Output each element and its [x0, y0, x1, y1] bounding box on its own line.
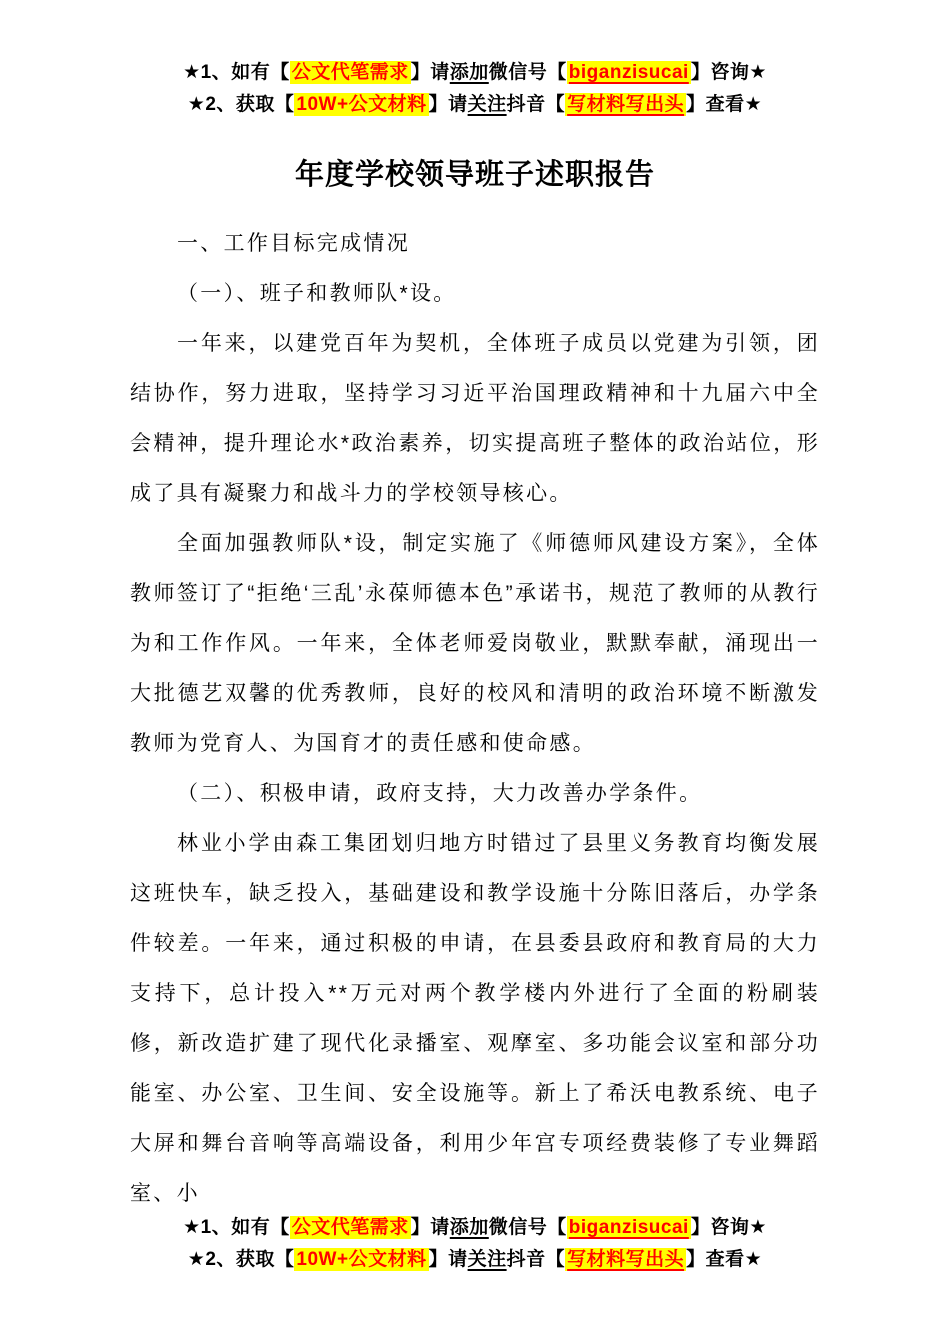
promo-text: 抖音【 [506, 94, 566, 115]
promo-text: 】请 [428, 1249, 468, 1270]
promo-footer-line-2 [0, 1244, 950, 1276]
promo-text: 】请 [410, 62, 450, 83]
highlight-keyword: 公文代笔需求 [291, 1217, 409, 1238]
promo-text: 】咨询★ [690, 62, 767, 83]
promo-header-line-1 [0, 57, 950, 89]
highlight-keyword: 10W+公文材料 [296, 1249, 427, 1270]
promo-text: 】请 [428, 94, 468, 115]
promo-text: ★1、如有【 [183, 1217, 290, 1238]
promo-footer [0, 1212, 950, 1276]
wechat-id: biganzisucai [568, 62, 689, 83]
promo-text: 微信号【 [488, 1217, 567, 1238]
douyin-handle: 写材料写出头 [567, 1249, 685, 1270]
promo-header [0, 0, 950, 121]
paragraph-body-2: 全面加强教师队*设，制定实施了《师德师风建设方案》，全体教师签订了“拒绝‘三乱’永葆师德本色”承诺书，规范了教师的从教行为和工作作风。一年来，全体老师爱岗敬业，默默奉献，涌现出一大批德艺双馨的优秀教师，良好的校风和清明的政治环境不断激发教师为党育人、为国育才的责任感和使命感。 [130, 532, 820, 755]
underlined-action: 添加 [449, 62, 489, 83]
subsection-heading-1-1: （一）、班子和教师队*设。 [177, 282, 457, 305]
highlight-keyword: 10W+公文材料 [296, 94, 427, 115]
promo-text: ★2、获取【 [187, 1249, 295, 1270]
promo-footer-line-1 [0, 1212, 950, 1244]
promo-text: 微信号【 [488, 62, 567, 83]
promo-text: 抖音【 [506, 1249, 566, 1270]
section-heading-1: 一、工作目标完成情况 [177, 232, 410, 255]
promo-text: 】查看★ [686, 1249, 763, 1270]
document-body [130, 219, 820, 1219]
wechat-id: biganzisucai [568, 1217, 689, 1238]
promo-text: 】咨询★ [690, 1217, 767, 1238]
subsection-heading-1-2: （二）、积极申请，政府支持，大力改善办学条件。 [177, 782, 703, 805]
underlined-action: 关注 [467, 1249, 507, 1270]
paragraph-body-1: 一年来，以建党百年为契机，全体班子成员以党建为引领，团结协作，努力进取，坚持学习习近平治国理政精神和十九届六中全会精神，提升理论水*政治素养，切实提高班子整体的政治站位，形成了具有凝聚力和战斗力的学校领导核心。 [130, 332, 820, 505]
promo-text: 】请 [410, 1217, 450, 1238]
page-title: 年度学校领导班子述职报告 [294, 159, 655, 191]
promo-header-line-2 [0, 89, 950, 121]
paragraph-body-3: 林业小学由森工集团划归地方时错过了县里义务教育均衡发展这班快车，缺乏投入，基础建设和教学设施十分陈旧落后，办学条件较差。一年来，通过积极的申请，在县委县政府和教育局的大力支持下，总计投入**万元对两个教学楼内外进行了全面的粉刷装修，新改造扩建了现代化录播室、观摩室、多功能会议室和部分功能室、办公室、卫生间、安全设施等。新上了希沃电教系统、电子大屏和舞台音响等高端设备，利用少年宫专项经费装修了专业舞蹈室、小 [130, 832, 820, 1205]
promo-text: ★1、如有【 [183, 62, 290, 83]
promo-text: 】查看★ [686, 94, 763, 115]
underlined-action: 关注 [467, 94, 507, 115]
promo-text: ★2、获取【 [187, 94, 295, 115]
underlined-action: 添加 [449, 1217, 489, 1238]
highlight-keyword: 公文代笔需求 [291, 62, 409, 83]
douyin-handle: 写材料写出头 [567, 94, 685, 115]
